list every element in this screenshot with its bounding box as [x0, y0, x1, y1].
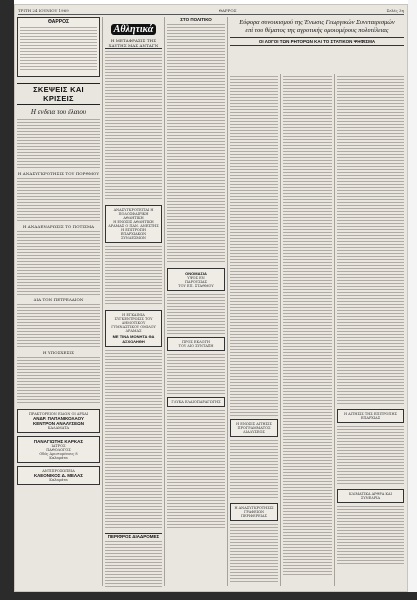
box-line: Η ΕΓΚΑΙΝΙΑ ΣΥΓΚΕΝΤΡΩΣΙΣ ΤΟΥ ΔΗΜΟΤΙΚΟΥ: [114, 313, 153, 325]
article-text: [17, 304, 100, 348]
right-box-b: [230, 503, 278, 521]
column-rule: [164, 17, 165, 586]
article-text: [337, 426, 404, 486]
sports-logo: Αθλητικά: [111, 24, 157, 35]
ad-line: ΚΕΝΤΡΟΝ ΑΝΑΛΥΣΕΩΝ: [33, 421, 84, 426]
left-column: [17, 17, 100, 588]
box-line: ΠΡΟΣ ΕΚΛΟΓΗ: [182, 340, 210, 344]
right-box-a: [230, 419, 278, 437]
box-line: ΑΝΑΣΥΓΚΡΟΤΕΙΤΑΙ Η ΠΟΔΟΣΦΑΙΡΙΚΗ ΑΘΛΗΤΙΚΗ: [113, 208, 154, 220]
column-rule: [334, 74, 335, 586]
column-rule: [280, 74, 281, 586]
right-column-3: [337, 76, 404, 588]
article-text: [283, 76, 332, 576]
right-box-d: [337, 489, 404, 503]
section-title: ΣΚΕΨΕΙΣ ΚΑΙ ΚΡΙΣΕΙΣ: [17, 83, 100, 105]
scan-edge-left: [0, 0, 14, 600]
article-text: [17, 357, 100, 405]
article-text: [230, 76, 278, 416]
column-three-box-c: [167, 397, 225, 407]
article-text: [17, 231, 100, 295]
column-three-box-a: [167, 268, 225, 291]
header-date: ΤΡΙΤΗ 24 ΙΟΥΝΙΟΥ 1969: [18, 7, 69, 13]
newspaper-page: [14, 4, 408, 592]
right-column-2: [283, 76, 332, 588]
header-page-number: Σελίς 3η: [386, 7, 404, 13]
scan-edge-right: [408, 0, 417, 600]
article-text: [230, 440, 278, 500]
header-title: ΘΑΡΡΟΣ: [218, 7, 237, 13]
sports-text: [105, 350, 162, 530]
ad-name: ΑΝΔΡ. ΠΑΠΑΝΙΚΟΛΑΟΥ: [32, 416, 85, 421]
article-text: [337, 76, 404, 406]
subheading-2: Η ΑΝΑΔΕΝΔΡΩΣΙΣ ΤΟ ΠΟΤΙΣΜΑ: [22, 224, 95, 229]
right-box-c: [337, 409, 404, 423]
sports-box-2: [105, 310, 162, 347]
column-three-heading: ΣΤΟ ΠΟΛΙΤΙΚΟ: [180, 17, 212, 22]
banner-line-2: επί του θέματος της αγροτικής ομοιομέρους πολυτέλειας: [245, 27, 389, 34]
ad-name: ΚΛΕΟΝΙΚΟΣ Δ. ΜΕΛΑΣ: [33, 473, 84, 478]
sports-text: [105, 246, 162, 306]
box-line: Η ΕΝΩΣΙΣ ΑΘΛΗΤΙΚΗ ΔΡΑΜΑΣ Ο ΠΑΝ. ΑΝΕΣΤΗΣ: [108, 220, 159, 228]
box-line: Η ΕΠΙΤΡΟΠΗ ΕΠΑΡΧΙΑΚΩΝ ΣΥΝΔΕΣΜΩΝ: [120, 228, 147, 240]
sports-heading: Η ΜΕΤΑΦΡΑΣΙΣ ΤΗΣ ΧΑΥΤΗΣ ΜΑΣ ΑΝΤΑΓΝ: [105, 38, 162, 49]
box-line: ΠΑΡΟΥΣΙΑΣ: [185, 280, 207, 284]
sports-bottom-title: ΠΕΡΙΦΡΟΣ ΔΙΑΔΡΟΜΕΣ: [105, 533, 162, 539]
advertisement-2: [17, 436, 100, 463]
advertisement-3: [17, 466, 100, 485]
box-line: ΤΟΥ ΔΙΟ ΣΥΝΤΑΞΗ: [178, 344, 214, 348]
sports-column: [105, 17, 162, 588]
column-rule: [227, 17, 228, 586]
banner-line-1: Εύφορα συνοικισμού της Ένωσις Γεωργικών Συνεταιρισμών: [239, 19, 395, 26]
sports-text: [105, 541, 162, 588]
ad-line: ΠΡΑΚΤΟΡΕΙΟΝ ΕΙΔΩΝ ΟΙ ΑΡΧΑΙ: [28, 412, 89, 416]
box-line: ΤΟΥ ΕΠ. ΣΤΑΘΜΟΥ: [178, 284, 214, 288]
scan-edge-bottom: [0, 592, 417, 600]
ad-line: Καλαμάτα: [49, 478, 68, 482]
ad-line: ΚΑΛΑΜΑΤΑ: [47, 426, 70, 430]
lead-article-text: [17, 119, 100, 169]
ad-line: ΑΝΤΙΠΡΟΣΩΠΕΙΑ: [42, 469, 75, 473]
ad-line: ΙΑΤΡΟΣ: [51, 444, 66, 448]
box-line: ΓΥΜΝΑΣΤΙΚΟΥ ΟΜΙΛΟΥ ΔΡΑΜΑΣ: [111, 325, 156, 333]
column-three-text: [167, 24, 225, 264]
masthead-title: ΘΑΡΡΟΣ: [48, 19, 69, 25]
column-three-text: [167, 294, 225, 334]
box-line: Η ΕΝΩΣΙΣ ΑΙΤΗΣΙΣ ΠΡΟΓΡΑΜΜΑΤΟΣ ΔΙΑΛΥΣΕΩΣ: [236, 422, 272, 434]
masthead-box: [17, 17, 100, 77]
sports-text: [105, 51, 162, 201]
box-line: Η ΑΙΤΗΣΙΣ ΤΗΣ ΕΠΙΤΡΟΠΗΣ ΕΠΑΡΧΙΑΣ: [343, 412, 397, 420]
ad-line: ΠΑΘΟΛΟΓΟΣ: [46, 448, 71, 452]
article-text: [17, 178, 100, 222]
article-text: [230, 524, 278, 584]
box-title: ΜΕ ΤΙΝΑ ΜΟΝΗΤΑ ΘΑ ΑΣΧΟΛΗΘΗ: [112, 334, 155, 344]
sports-logo-wrap: [105, 17, 162, 36]
box-line: Η ΑΝΑΣΥΓΚΡΟΤΗΣΙΣ ΓΡΑΦΕΙΩΝ ΠΕΡΙΦΕΡΕΙΑΣ: [234, 506, 274, 518]
column-three-text: [167, 354, 225, 394]
box-line: ΥΨΟΣ ΕΝ: [187, 276, 205, 280]
masthead-text: [20, 27, 97, 71]
advertisement-1: [17, 409, 100, 433]
ad-name: ΠΑΝΑΓΙΩΤΗΣ ΚΑΡΚΑΣ: [33, 439, 84, 444]
subheading-1: Η ΑΝΑΣΥΓΚΡΟΤΗΣΙΣ ΤΟΥ ΠΟΡΘΜΟΥ: [17, 171, 100, 176]
subheading-3: ΔΙΑ ΤΟΝ ΠΕΤΡΕΛΑΙΟΝ: [33, 297, 84, 302]
sports-box-1: [105, 205, 162, 243]
column-three-box-b: [167, 337, 225, 351]
box-line: ΟΝΟΜΑΣΙΑ: [185, 271, 207, 276]
right-column-1: [230, 76, 278, 588]
banner-line-3: ΟΙ ΛΟΓΟΙ ΤΩΝ ΡΗΤΟΡΩΝ ΚΑΙ ΤΟ ΣΤΑΤΙΚΟΝ ΨΗΦΙΣΜΑ: [230, 37, 404, 46]
box-line: ΚΛΙΜΑΤΙΚΑ ΑΡΘΡΑ ΚΑΙ ΣΥΝΕΔΡΙΑ: [349, 492, 392, 500]
column-rule: [102, 17, 103, 586]
main-banner: [230, 19, 404, 46]
lead-article-title: Η ενδεια του έλαιου: [30, 108, 87, 116]
page-header: [18, 6, 404, 15]
column-three: [167, 17, 225, 588]
ad-line: Καλαμάτα: [49, 456, 68, 460]
article-text: [337, 506, 404, 566]
ad-line: Οδός Αριστομένους 8: [39, 452, 78, 456]
column-three-text: [167, 410, 225, 530]
box-line: ΓΛΥΚΑ ΕΛΑΙΟΠΑΡΑΓΩΓΗΣ: [171, 400, 221, 404]
subheading-4: Η ΥΠΟΣΧΕΣΙΣ: [42, 350, 75, 355]
